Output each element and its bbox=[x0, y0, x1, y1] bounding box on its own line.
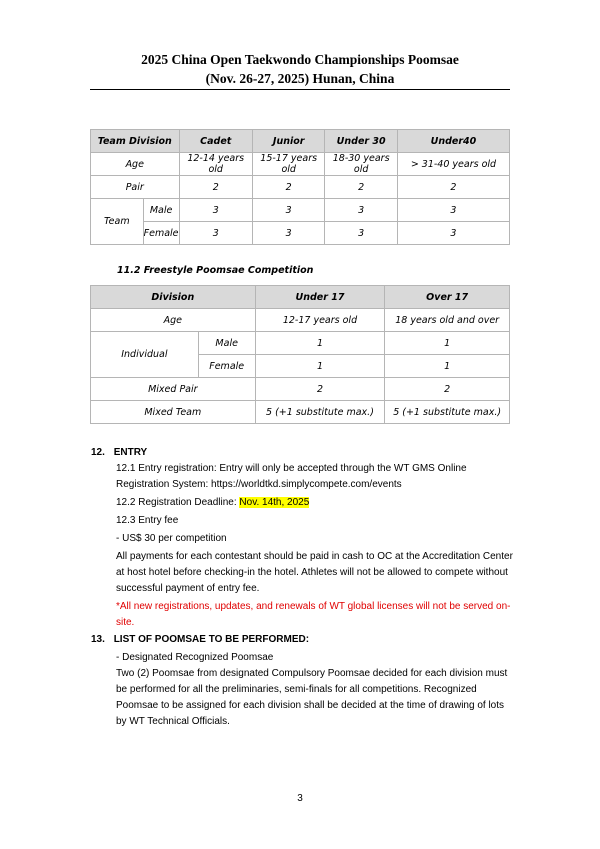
table-cell: 1 bbox=[255, 332, 385, 355]
row-sublabel: Female bbox=[198, 355, 255, 378]
table-cell: 2 bbox=[255, 378, 385, 401]
row-label: Age bbox=[91, 153, 180, 176]
table-cell: 3 bbox=[252, 199, 324, 222]
row-label: Pair bbox=[91, 176, 180, 199]
table-cell: 1 bbox=[385, 332, 510, 355]
deadline-date-highlight: Nov. 14th, 2025 bbox=[239, 497, 310, 508]
deadline-line bbox=[116, 495, 516, 511]
row-sublabel: Male bbox=[143, 199, 179, 222]
section-subtitle: 11.2 Freestyle Poomsae Competition bbox=[117, 265, 314, 276]
header-cell: Team Division bbox=[91, 130, 180, 153]
header-cell: Under40 bbox=[397, 130, 509, 153]
section-title: LIST OF POOMSAE TO BE PERFORMED: bbox=[113, 634, 310, 645]
notice-line: *All new registrations, updates, and renewals of WT global licenses will not be served on- bbox=[116, 601, 511, 612]
table-cell: 2 bbox=[385, 378, 510, 401]
deadline-label: 12.2 Registration Deadline: bbox=[116, 497, 240, 508]
text-line: by WT Technical Officials. bbox=[116, 716, 230, 727]
table-row bbox=[91, 199, 510, 222]
poomsae-section-body bbox=[116, 650, 516, 730]
table-cell: 18-30 years old bbox=[325, 153, 397, 176]
table-row bbox=[91, 153, 510, 176]
table-cell: 15-17 years old bbox=[252, 153, 324, 176]
table-cell: 3 bbox=[397, 222, 509, 245]
notice-line: site. bbox=[116, 617, 135, 628]
row-sublabel: Female bbox=[143, 222, 179, 245]
table-cell: 1 bbox=[255, 355, 385, 378]
header-divider bbox=[90, 89, 510, 90]
table-row bbox=[91, 309, 510, 332]
text-line: - US$ 30 per competition bbox=[116, 533, 227, 544]
table-cell: 3 bbox=[397, 199, 509, 222]
row-sublabel: Male bbox=[198, 332, 255, 355]
table-cell: 12-14 years old bbox=[179, 153, 252, 176]
table-row bbox=[91, 176, 510, 199]
document-header bbox=[90, 50, 510, 88]
row-label: Mixed Team bbox=[91, 401, 256, 424]
table-header-row bbox=[91, 286, 510, 309]
team-division-table bbox=[90, 129, 510, 245]
row-label: Mixed Pair bbox=[91, 378, 256, 401]
header-cell: Under 30 bbox=[325, 130, 397, 153]
table-row bbox=[91, 222, 510, 245]
section-number: 12. bbox=[91, 447, 105, 458]
text-line: Two (2) Poomsae from designated Compulsory Poomsae decided for each division must bbox=[116, 668, 508, 679]
text-line: All payments for each contestant should be paid in cash to OC at the Accreditation Center bbox=[116, 551, 513, 562]
header-subtitle: (Nov. 26-27, 2025) Hunan, China bbox=[205, 71, 395, 86]
entry-section-body bbox=[116, 461, 516, 631]
table-cell: 2 bbox=[397, 176, 509, 199]
header-cell: Junior bbox=[252, 130, 324, 153]
header-title: 2025 China Open Taekwondo Championships Poomsae bbox=[141, 52, 459, 67]
table-cell: 3 bbox=[179, 199, 252, 222]
poomsae-section-heading bbox=[91, 634, 309, 645]
table-row bbox=[91, 332, 510, 355]
header-cell: Over 17 bbox=[385, 286, 510, 309]
section-title: ENTRY bbox=[113, 447, 148, 458]
header-cell: Division bbox=[91, 286, 256, 309]
table-cell: 2 bbox=[179, 176, 252, 199]
table-header-row bbox=[91, 130, 510, 153]
text-line: successful payment of entry fee. bbox=[116, 583, 260, 594]
table-row bbox=[91, 401, 510, 424]
table-cell: 5 (+1 substitute max.) bbox=[385, 401, 510, 424]
text-line: Poomsae to be assigned for each division shall be decided at the time of drawing of lots bbox=[116, 700, 505, 711]
table-row bbox=[91, 378, 510, 401]
page-number: 3 bbox=[297, 793, 303, 804]
text-line: - Designated Recognized Poomsae bbox=[116, 652, 274, 663]
header-cell: Cadet bbox=[179, 130, 252, 153]
freestyle-table bbox=[90, 285, 510, 424]
header-cell: Under 17 bbox=[255, 286, 385, 309]
table-cell: 3 bbox=[252, 222, 324, 245]
text-line: at host hotel before checking-in the hotel. Athletes will not be allowed to compete without bbox=[116, 567, 508, 578]
entry-section-heading bbox=[91, 447, 147, 458]
table-cell: 3 bbox=[325, 199, 397, 222]
table-cell: 12-17 years old bbox=[255, 309, 385, 332]
table-cell: 1 bbox=[385, 355, 510, 378]
text-line: Registration System: https://worldtkd.simplycompete.com/events bbox=[116, 479, 402, 490]
table-cell: > 31-40 years old bbox=[397, 153, 509, 176]
text-line: 12.3 Entry fee bbox=[116, 515, 179, 526]
section-number: 13. bbox=[91, 634, 105, 645]
table-cell: 18 years old and over bbox=[385, 309, 510, 332]
table-cell: 2 bbox=[252, 176, 324, 199]
row-label: Team bbox=[91, 199, 144, 245]
table-cell: 2 bbox=[325, 176, 397, 199]
table-cell: 3 bbox=[325, 222, 397, 245]
table-cell: 3 bbox=[179, 222, 252, 245]
table-cell: 5 (+1 substitute max.) bbox=[255, 401, 385, 424]
text-line: be performed for all the preliminaries, semi-finals for all competitions. Recognized bbox=[116, 684, 477, 695]
row-label: Individual bbox=[91, 332, 199, 378]
row-label: Age bbox=[91, 309, 256, 332]
text-line: 12.1 Entry registration: Entry will only be accepted through the WT GMS Online bbox=[116, 463, 467, 474]
